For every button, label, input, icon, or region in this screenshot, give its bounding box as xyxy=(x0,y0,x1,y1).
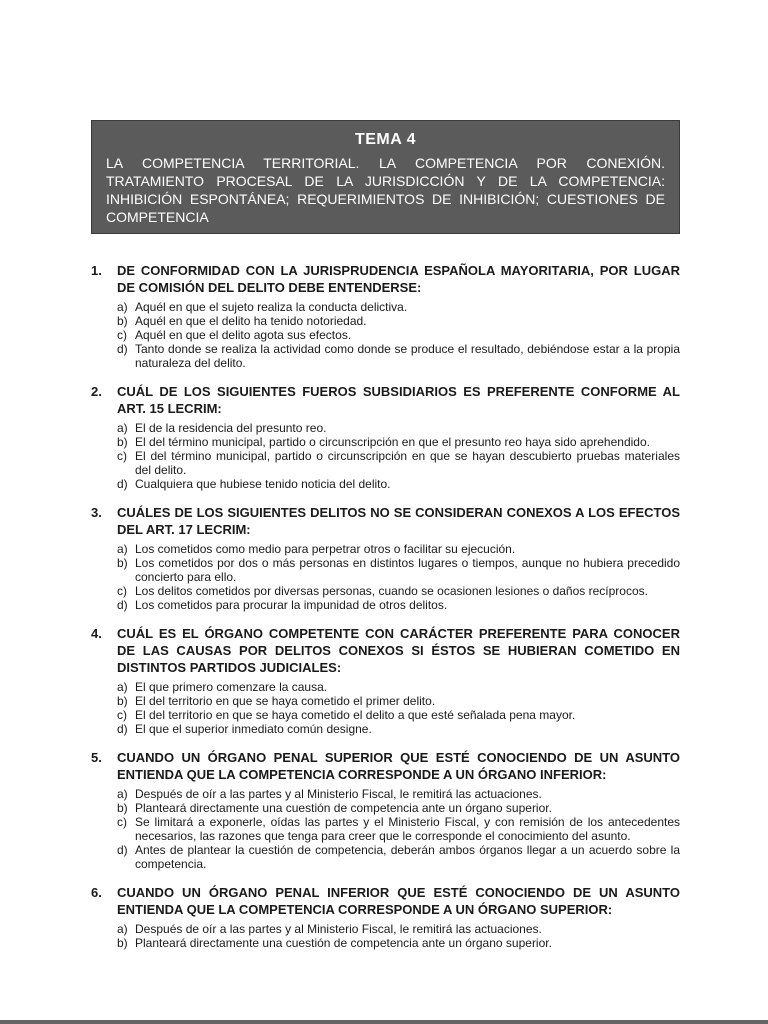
question-list xyxy=(91,262,680,963)
answer-option xyxy=(117,435,680,449)
question-text: CUÁL ES EL ÓRGANO COMPETENTE CON CARÁCTER PREFERENTE PARA CONOCER DE LAS CAUSAS POR DELITOS CONEXOS SI ÉSTOS SE HUBIERAN COMETIDO EN DISTINTOS PARTIDOS JUDICIALES: xyxy=(117,626,680,675)
option-letter: b) xyxy=(117,801,128,815)
answer-option xyxy=(117,922,680,936)
question-3 xyxy=(91,504,680,612)
answer-option xyxy=(117,542,680,556)
answer-option xyxy=(117,556,680,584)
option-letter: d) xyxy=(117,342,128,356)
answer-option xyxy=(117,680,680,694)
option-letter: a) xyxy=(117,421,128,435)
question-4 xyxy=(91,625,680,736)
option-letter: b) xyxy=(117,435,128,449)
question-number: 4. xyxy=(91,626,102,641)
option-letter: c) xyxy=(117,584,127,598)
option-letter: b) xyxy=(117,314,128,328)
option-letter: b) xyxy=(117,556,128,570)
option-text: Tanto donde se realiza la actividad como donde se produce el resultado, debiéndose estar a la propia naturaleza del delito. xyxy=(135,342,680,370)
question-number: 3. xyxy=(91,505,102,520)
answer-option xyxy=(117,801,680,815)
option-text: Planteará directamente una cuestión de competencia ante un órgano superior. xyxy=(135,801,552,815)
answer-option xyxy=(117,300,680,314)
option-letter: d) xyxy=(117,477,128,491)
question-2 xyxy=(91,383,680,491)
option-letter: c) xyxy=(117,449,127,463)
answer-option xyxy=(117,328,680,342)
option-text: El del territorio en que se haya cometido el delito a que esté señalada pena mayor. xyxy=(135,708,576,722)
option-text: Cualquiera que hubiese tenido noticia del delito. xyxy=(135,477,391,491)
option-text: Aquél en que el sujeto realiza la conducta delictiva. xyxy=(135,300,408,314)
option-text: Los cometidos por dos o más personas en distintos lugares o tiempos, aunque no hubiera precedido concierto para ello. xyxy=(135,556,680,584)
option-letter: a) xyxy=(117,680,128,694)
question-text: CUANDO UN ÓRGANO PENAL INFERIOR QUE ESTÉ CONOCIENDO DE UN ASUNTO ENTIENDA QUE LA COMPETENCIA CORRESPONDE A UN ÓRGANO SUPERIOR: xyxy=(117,885,680,917)
option-letter: a) xyxy=(117,542,128,556)
option-letter: c) xyxy=(117,815,127,829)
answer-option xyxy=(117,843,680,871)
answer-option xyxy=(117,708,680,722)
option-text: Planteará directamente una cuestión de competencia ante un órgano superior. xyxy=(135,936,552,950)
question-1 xyxy=(91,262,680,370)
answer-option xyxy=(117,722,680,736)
option-letter: d) xyxy=(117,843,128,857)
option-text: Se limitará a exponerle, oídas las partes y el Ministerio Fiscal, y con remisión de los antecedentes necesarios, las razones que tenga para creer que le corresponde el conocimiento del asunto. xyxy=(135,815,680,843)
question-6 xyxy=(91,884,680,950)
answer-option xyxy=(117,449,680,477)
topic-header xyxy=(91,120,680,234)
option-text: Los cometidos como medio para perpetrar otros o facilitar su ejecución. xyxy=(135,542,516,556)
option-text: Después de oír a las partes y al Ministerio Fiscal, le remitirá las actuaciones. xyxy=(135,787,542,801)
option-letter: d) xyxy=(117,722,128,736)
option-letter: b) xyxy=(117,694,128,708)
question-number: 1. xyxy=(91,263,102,278)
question-text: CUANDO UN ÓRGANO PENAL SUPERIOR QUE ESTÉ CONOCIENDO DE UN ASUNTO ENTIENDA QUE LA COMPETENCIA CORRESPONDE A UN ÓRGANO INFERIOR: xyxy=(117,750,680,782)
question-text: CUÁL DE LOS SIGUIENTES FUEROS SUBSIDIARIOS ES PREFERENTE CONFORME AL ART. 15 LECRIM: xyxy=(117,384,680,416)
option-text: El del término municipal, partido o circunscripción en que el presunto reo haya sido aprehendido. xyxy=(135,435,650,449)
question-text: DE CONFORMIDAD CON LA JURISPRUDENCIA ESPAÑOLA MAYORITARIA, POR LUGAR DE COMISIÓN DEL DELITO DEBE ENTENDERSE: xyxy=(117,263,680,295)
question-number: 2. xyxy=(91,384,102,399)
answer-option xyxy=(117,787,680,801)
option-text: Aquél en que el delito agota sus efectos. xyxy=(135,328,352,342)
option-text: Después de oír a las partes y al Ministerio Fiscal, le remitirá las actuaciones. xyxy=(135,922,542,936)
option-letter: b) xyxy=(117,936,128,950)
option-letter: c) xyxy=(117,708,127,722)
answer-option xyxy=(117,598,680,612)
topic-subtitle: LA COMPETENCIA TERRITORIAL. LA COMPETENCIA POR CONEXIÓN. TRATAMIENTO PROCESAL DE LA JURISDICCIÓN Y DE LA COMPETENCIA: INHIBICIÓN ESPONTÁNEA; REQUERIMIENTOS DE INHIBICIÓN; CUESTIONES DE COMPETENCIA xyxy=(106,155,665,225)
option-text: El del término municipal, partido o circunscripción en que se hayan descubierto pruebas materiales del delito. xyxy=(135,449,680,477)
option-letter: a) xyxy=(117,300,128,314)
answer-option xyxy=(117,584,680,598)
answer-option xyxy=(117,936,680,950)
page-bottom-divider xyxy=(0,1020,768,1024)
answer-option xyxy=(117,342,680,370)
question-number: 5. xyxy=(91,750,102,765)
topic-title: TEMA 4 xyxy=(354,131,417,148)
option-text: El que primero comenzare la causa. xyxy=(135,680,328,694)
option-text: Aquél en que el delito ha tenido notoriedad. xyxy=(135,314,367,328)
answer-option xyxy=(117,421,680,435)
question-text: CUÁLES DE LOS SIGUIENTES DELITOS NO SE CONSIDERAN CONEXOS A LOS EFECTOS DEL ART. 17 LECRIM: xyxy=(117,505,680,537)
option-text: El del territorio en que se haya cometido el primer delito. xyxy=(135,694,436,708)
option-letter: c) xyxy=(117,328,127,342)
option-text: Los delitos cometidos por diversas personas, cuando se ocasionen lesiones o daños recíprocos. xyxy=(135,584,648,598)
option-text: El de la residencia del presunto reo. xyxy=(135,421,327,435)
option-letter: d) xyxy=(117,598,128,612)
option-text: Antes de plantear la cuestión de competencia, deberán ambos órganos llegar a un acuerdo sobre la competencia. xyxy=(135,843,680,871)
answer-option xyxy=(117,314,680,328)
option-text: El que el superior inmediato común designe. xyxy=(135,722,372,736)
option-text: Los cometidos para procurar la impunidad de otros delitos. xyxy=(135,598,448,612)
option-letter: a) xyxy=(117,922,128,936)
question-5 xyxy=(91,749,680,871)
option-letter: a) xyxy=(117,787,128,801)
answer-option xyxy=(117,694,680,708)
question-number: 6. xyxy=(91,885,102,900)
answer-option xyxy=(117,815,680,843)
answer-option xyxy=(117,477,680,491)
